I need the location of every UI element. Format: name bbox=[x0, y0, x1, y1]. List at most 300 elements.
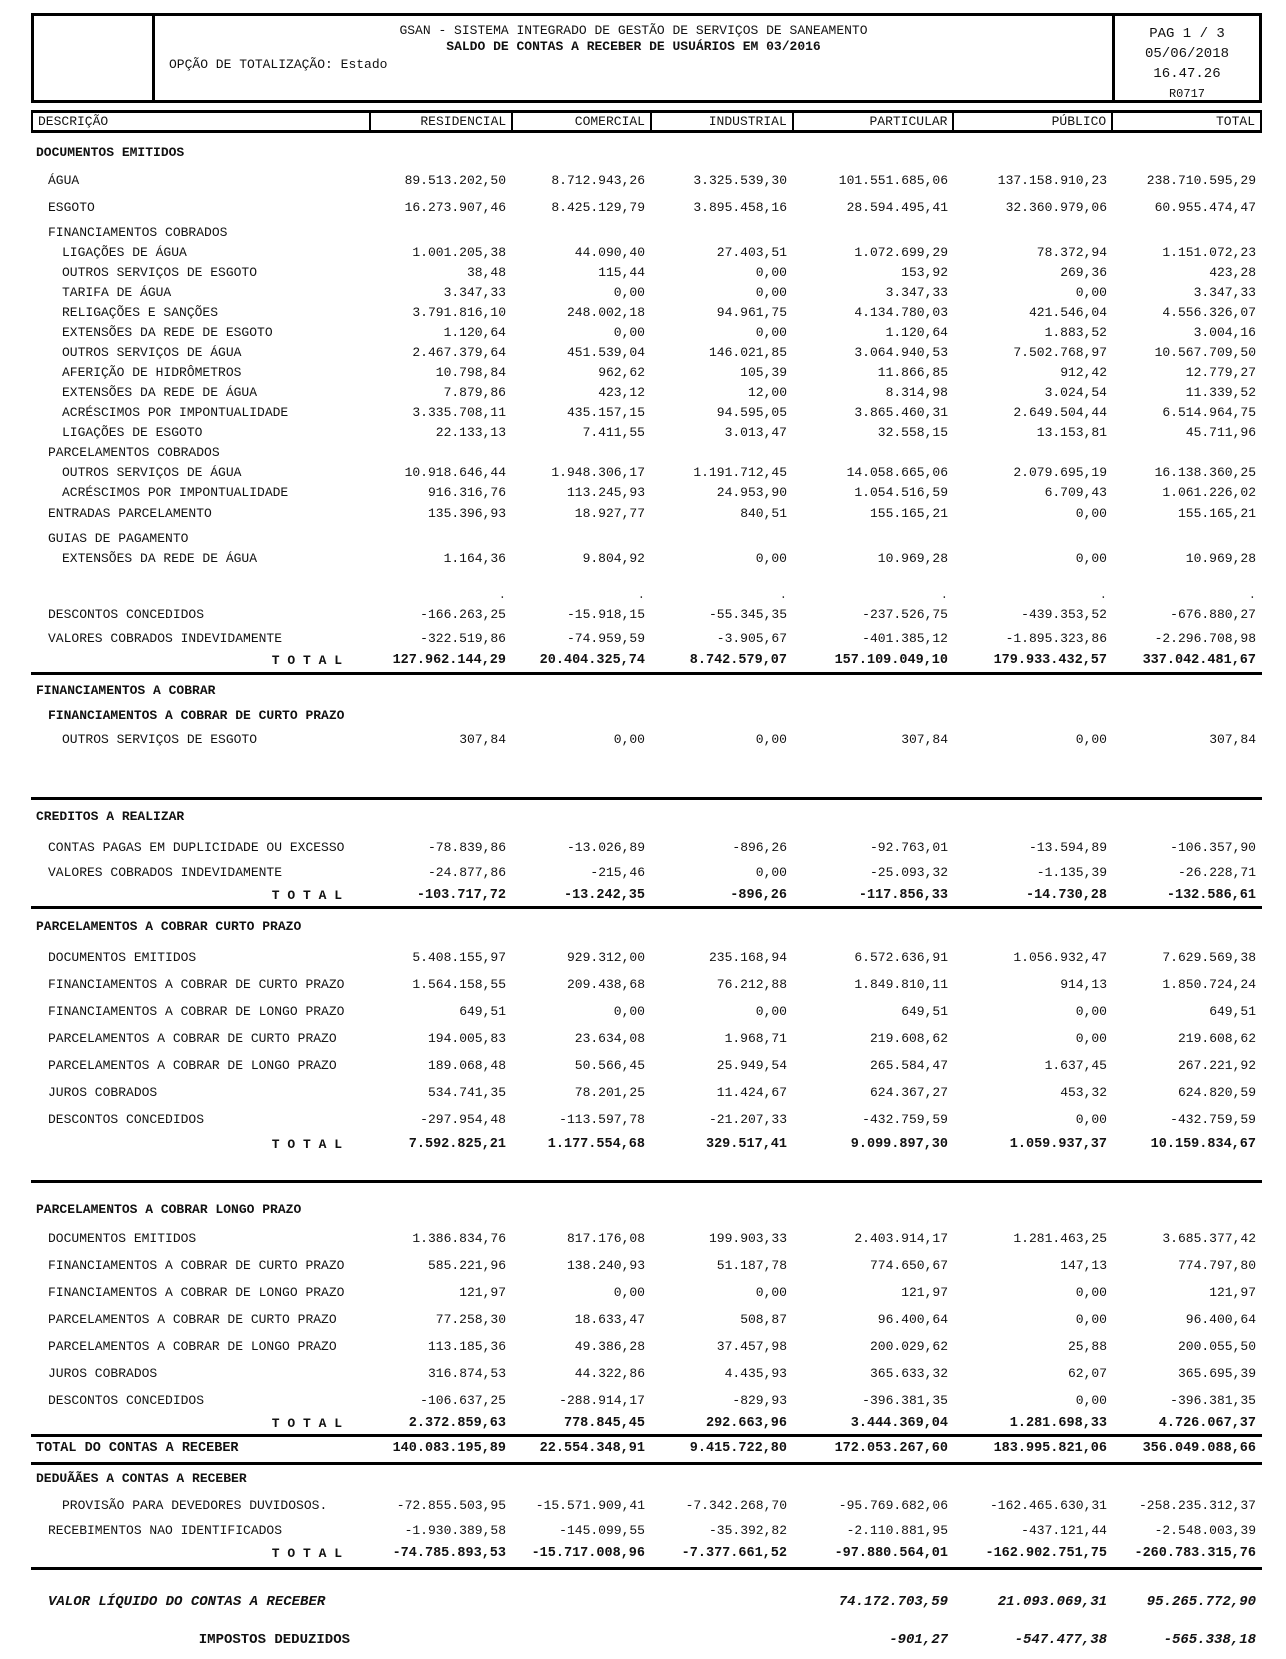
cell-residencial: 113.185,36 bbox=[427, 1339, 506, 1354]
cell-residencial: 1.386.834,76 bbox=[412, 1231, 506, 1246]
cell-total: 16.138.360,25 bbox=[1154, 465, 1256, 480]
cell-comercial: 0,00 bbox=[613, 285, 645, 300]
row-label: ENTRADAS PARCELAMENTO bbox=[48, 506, 212, 521]
cell-residencial: 16.273.907,46 bbox=[404, 200, 506, 215]
row-label: DEDUÃÃES A CONTAS A RECEBER bbox=[36, 1471, 247, 1486]
table-row bbox=[31, 549, 1262, 569]
cell-publico: -547.477,38 bbox=[1014, 1632, 1107, 1648]
table-row bbox=[31, 1002, 1262, 1022]
section-header-row bbox=[31, 681, 1262, 701]
cell-particular: 8.314,98 bbox=[885, 385, 948, 400]
cell-residencial: -297.954,48 bbox=[420, 1112, 506, 1127]
table-row bbox=[31, 1364, 1262, 1384]
row-label: VALOR LÍQUIDO DO CONTAS A RECEBER bbox=[48, 1594, 326, 1610]
cell-total: 10.567.709,50 bbox=[1154, 345, 1256, 360]
cell-industrial: -7.342.268,70 bbox=[685, 1498, 787, 1513]
row-label: DOCUMENTOS EMITIDOS bbox=[48, 950, 197, 965]
row-label: PARCELAMENTOS COBRADOS bbox=[48, 445, 220, 460]
cell-total: 3.004,16 bbox=[1193, 325, 1256, 340]
table-row bbox=[31, 263, 1262, 283]
cell-publico: -1.135,39 bbox=[1036, 865, 1107, 880]
cell-particular: 1.054.516,59 bbox=[854, 485, 948, 500]
cell-comercial: -113.597,78 bbox=[559, 1112, 645, 1127]
cell-publico: 0,00 bbox=[1075, 1031, 1107, 1046]
cell-comercial: 18.633,47 bbox=[574, 1312, 645, 1327]
cell-total: 1.850.724,24 bbox=[1162, 977, 1256, 992]
table-row bbox=[31, 605, 1262, 625]
cell-publico: -162.902.751,75 bbox=[985, 1546, 1107, 1561]
cell-residencial: 1.164,36 bbox=[443, 551, 506, 566]
cell-publico: 0,00 bbox=[1075, 1112, 1107, 1127]
row-label: LIGAÇÕES DE ÁGUA bbox=[62, 245, 187, 260]
row-label: CONTAS PAGAS EM DUPLICIDADE OU EXCESSO bbox=[48, 840, 345, 855]
row-label: FINANCIAMENTOS A COBRAR DE CURTO PRAZO bbox=[48, 977, 345, 992]
cell-particular: -901,27 bbox=[889, 1632, 948, 1648]
separator-rule bbox=[31, 1434, 1262, 1437]
cell-comercial: -145.099,55 bbox=[559, 1523, 645, 1538]
cell-particular: 649,51 bbox=[901, 1004, 948, 1019]
row-label: JUROS COBRADOS bbox=[48, 1366, 158, 1381]
cell-particular: 3.444.369,04 bbox=[850, 1416, 948, 1431]
cell-industrial: 0,00 bbox=[755, 1004, 787, 1019]
row-label: OUTROS SERVIÇOS DE ESGOTO bbox=[62, 265, 258, 280]
cell-publico: 0,00 bbox=[1075, 1285, 1107, 1300]
cell-industrial: 1.968,71 bbox=[724, 1031, 787, 1046]
cell-comercial: 78.201,25 bbox=[574, 1085, 645, 1100]
cell-publico: 0,00 bbox=[1075, 1004, 1107, 1019]
cell-residencial: 10.798,84 bbox=[435, 365, 506, 380]
table-row bbox=[31, 1110, 1262, 1130]
row-label: T O T A L bbox=[271, 888, 342, 903]
separator-rule bbox=[31, 797, 1262, 800]
cell-particular: 10.969,28 bbox=[877, 551, 948, 566]
cell-particular: 2.403.914,17 bbox=[854, 1231, 948, 1246]
cell-total: 1.151.072,23 bbox=[1162, 245, 1256, 260]
cell-residencial: 585.221,96 bbox=[427, 1258, 506, 1273]
cell-publico: 1.281.463,25 bbox=[1013, 1231, 1107, 1246]
page-number: PAG 1 / 3 bbox=[1149, 26, 1225, 42]
cell-publico: 914,13 bbox=[1060, 977, 1107, 992]
cell-industrial: 27.403,51 bbox=[716, 245, 787, 260]
row-label: DESCONTOS CONCEDIDOS bbox=[48, 607, 205, 622]
cell-residencial: 89.513.202,50 bbox=[404, 173, 506, 188]
separator-rule bbox=[31, 672, 1262, 675]
cell-residencial bbox=[370, 1630, 512, 1650]
cell-publico: 2.649.504,44 bbox=[1013, 405, 1107, 420]
cell-total: 4.556.326,07 bbox=[1162, 305, 1256, 320]
cell-particular: 14.058.665,06 bbox=[846, 465, 948, 480]
cell-total: -432.759,59 bbox=[1170, 1112, 1256, 1127]
table-row bbox=[31, 863, 1262, 883]
cell-particular: 32.558,15 bbox=[877, 425, 948, 440]
cell-residencial: 2.372.859,63 bbox=[408, 1416, 506, 1431]
cell-residencial bbox=[370, 1592, 512, 1612]
row-label: RELIGAÇÕES E SANÇÕES bbox=[62, 305, 219, 320]
cell-total: 155.165,21 bbox=[1177, 506, 1256, 521]
cell-industrial: 94.595,05 bbox=[716, 405, 787, 420]
cell-publico: 1.883,52 bbox=[1044, 325, 1107, 340]
separator-rule bbox=[31, 906, 1262, 909]
row-label: EXTENSÕES DA REDE DE ESGOTO bbox=[62, 325, 273, 340]
cell-particular: -92.763,01 bbox=[869, 840, 948, 855]
cell-total: 356.049.088,66 bbox=[1142, 1441, 1256, 1456]
report-title: SALDO DE CONTAS A RECEBER DE USUÁRIOS EM 03/2016 bbox=[446, 39, 821, 54]
table-row bbox=[31, 1391, 1262, 1411]
cell-comercial: 0,00 bbox=[613, 1004, 645, 1019]
column-header-publico: PÚBLICO bbox=[952, 113, 1111, 130]
cell-residencial: 140.083.195,89 bbox=[392, 1441, 506, 1456]
cell-total: -396.381,35 bbox=[1170, 1393, 1256, 1408]
cell-publico: 21.093.069,31 bbox=[997, 1594, 1107, 1610]
cell-total: 11.339,52 bbox=[1185, 385, 1256, 400]
cell-residencial: 2.467.379,64 bbox=[412, 345, 506, 360]
row-label: OUTROS SERVIÇOS DE ÁGUA bbox=[62, 465, 242, 480]
cell-particular: -97.880.564,01 bbox=[834, 1546, 948, 1561]
cell-publico: 13.153,81 bbox=[1036, 425, 1107, 440]
cell-residencial: 1.564.158,55 bbox=[412, 977, 506, 992]
cell-publico: 6.709,43 bbox=[1044, 485, 1107, 500]
cell-residencial: 127.962.144,29 bbox=[392, 653, 506, 668]
cell-total: 1.061.226,02 bbox=[1162, 485, 1256, 500]
cell-particular: -2.110.881,95 bbox=[846, 1523, 948, 1538]
table-row bbox=[31, 423, 1262, 443]
cell-residencial: -322.519,86 bbox=[420, 631, 506, 646]
cell-industrial bbox=[651, 1630, 793, 1650]
cell-particular: 153,92 bbox=[901, 265, 948, 280]
cell-publico: -14.730,28 bbox=[1025, 888, 1107, 903]
row-label: JUROS COBRADOS bbox=[48, 1085, 158, 1100]
cell-particular: 74.172.703,59 bbox=[838, 1594, 948, 1610]
row-label: FINANCIAMENTOS A COBRAR DE LONGO PRAZO bbox=[48, 1004, 345, 1019]
table-row bbox=[31, 1337, 1262, 1357]
cell-total: -106.357,90 bbox=[1170, 840, 1256, 855]
cell-comercial: 113.245,93 bbox=[566, 485, 645, 500]
cell-particular: 3.865.460,31 bbox=[854, 405, 948, 420]
cell-industrial: 12,00 bbox=[747, 385, 787, 400]
cell-total: -565.338,18 bbox=[1163, 1632, 1256, 1648]
cell-total: . bbox=[1248, 588, 1256, 602]
cell-residencial: 135.396,93 bbox=[427, 506, 506, 521]
cell-publico: 0,00 bbox=[1075, 506, 1107, 521]
row-label: ESGOTO bbox=[48, 200, 95, 215]
cell-residencial: 7.592.825,21 bbox=[408, 1137, 506, 1152]
cell-industrial: 146.021,85 bbox=[708, 345, 787, 360]
row-label: FINANCIAMENTOS A COBRAR DE CURTO PRAZO bbox=[48, 1258, 345, 1273]
cell-total: 12.779,27 bbox=[1185, 365, 1256, 380]
cell-industrial: . bbox=[779, 588, 787, 602]
cell-particular: 155.165,21 bbox=[869, 506, 948, 521]
separator-rule bbox=[31, 1180, 1262, 1183]
cell-total: 6.514.964,75 bbox=[1162, 405, 1256, 420]
cell-particular: 4.134.780,03 bbox=[854, 305, 948, 320]
cell-particular: 3.347,33 bbox=[885, 285, 948, 300]
cell-particular: 3.064.940,53 bbox=[854, 345, 948, 360]
cell-total: 200.055,50 bbox=[1177, 1339, 1256, 1354]
separator-rule bbox=[31, 1462, 1262, 1465]
row-label: FINANCIAMENTOS A COBRAR bbox=[36, 683, 216, 698]
page-info-cell bbox=[1112, 16, 1259, 100]
cell-comercial: 423,12 bbox=[598, 385, 645, 400]
table-row bbox=[31, 838, 1262, 858]
table-row bbox=[31, 303, 1262, 323]
cell-particular: 1.120,64 bbox=[885, 325, 948, 340]
cell-total: 219.608,62 bbox=[1177, 1031, 1256, 1046]
cell-publico: 912,42 bbox=[1060, 365, 1107, 380]
cell-comercial: 435.157,15 bbox=[566, 405, 645, 420]
row-label: DESCONTOS CONCEDIDOS bbox=[48, 1393, 205, 1408]
cell-residencial: -103.717,72 bbox=[416, 888, 506, 903]
group-label-row bbox=[31, 529, 1262, 549]
cell-comercial: 209.438,68 bbox=[566, 977, 645, 992]
cell-industrial: 3.013,47 bbox=[724, 425, 787, 440]
cell-particular: -117.856,33 bbox=[858, 888, 948, 903]
cell-total: 624.820,59 bbox=[1177, 1085, 1256, 1100]
cell-residencial: -106.637,25 bbox=[420, 1393, 506, 1408]
cell-publico: 0,00 bbox=[1075, 1393, 1107, 1408]
table-row bbox=[31, 1310, 1262, 1330]
cell-publico: 0,00 bbox=[1075, 1312, 1107, 1327]
row-label: FINANCIAMENTOS COBRADOS bbox=[48, 225, 228, 240]
table-row bbox=[31, 948, 1262, 968]
cell-total: 267.221,92 bbox=[1177, 1058, 1256, 1073]
cell-industrial: 0,00 bbox=[755, 732, 787, 747]
cell-particular: 1.849.810,11 bbox=[854, 977, 948, 992]
row-label: TOTAL DO CONTAS A RECEBER bbox=[36, 1441, 239, 1456]
cell-publico: . bbox=[1099, 588, 1107, 602]
table-row bbox=[31, 1283, 1262, 1303]
row-label: DOCUMENTOS EMITIDOS bbox=[48, 1231, 197, 1246]
cell-particular: -432.759,59 bbox=[862, 1112, 948, 1127]
cell-publico: 32.360.979,06 bbox=[1005, 200, 1107, 215]
cell-comercial: -15.717.008,96 bbox=[531, 1546, 645, 1561]
row-label: T O T A L bbox=[271, 1416, 342, 1431]
cell-residencial: -74.785.893,53 bbox=[392, 1546, 506, 1561]
cell-publico: -13.594,89 bbox=[1028, 840, 1107, 855]
cell-publico: -1.895.323,86 bbox=[1005, 631, 1107, 646]
cell-particular: -25.093,32 bbox=[869, 865, 948, 880]
row-label: VALORES COBRADOS INDEVIDAMENTE bbox=[48, 631, 283, 646]
cell-total: 3.685.377,42 bbox=[1162, 1231, 1256, 1246]
cell-total: -260.783.315,76 bbox=[1134, 1546, 1256, 1561]
cell-comercial: 962,62 bbox=[598, 365, 645, 380]
table-row bbox=[31, 243, 1262, 263]
cell-comercial: 9.804,92 bbox=[582, 551, 645, 566]
table-row bbox=[31, 283, 1262, 303]
row-label: T O T A L bbox=[271, 653, 342, 668]
cell-publico: 3.024,54 bbox=[1044, 385, 1107, 400]
cell-publico: 147,13 bbox=[1060, 1258, 1107, 1273]
cell-comercial: -15.918,15 bbox=[566, 607, 645, 622]
cell-industrial: 94.961,75 bbox=[716, 305, 787, 320]
cell-publico: -162.465.630,31 bbox=[989, 1498, 1107, 1513]
row-label: T O T A L bbox=[271, 1546, 342, 1561]
totalization-value: Estado bbox=[340, 57, 388, 72]
cell-residencial: 534.741,35 bbox=[427, 1085, 506, 1100]
cell-comercial: 778.845,45 bbox=[563, 1416, 645, 1431]
row-label: PARCELAMENTOS A COBRAR DE CURTO PRAZO bbox=[48, 1312, 337, 1327]
cell-industrial: 51.187,78 bbox=[716, 1258, 787, 1273]
cell-industrial: 4.435,93 bbox=[724, 1366, 787, 1381]
cell-publico: 183.995.821,06 bbox=[993, 1441, 1107, 1456]
cell-residencial: -78.839,86 bbox=[427, 840, 506, 855]
table-row bbox=[31, 343, 1262, 363]
row-label: OUTROS SERVIÇOS DE ÁGUA bbox=[62, 345, 242, 360]
report-header bbox=[31, 13, 1262, 103]
cell-comercial: 23.634,08 bbox=[574, 1031, 645, 1046]
total-row bbox=[31, 1414, 1262, 1434]
cell-industrial: 0,00 bbox=[755, 285, 787, 300]
row-label: PARCELAMENTOS A COBRAR DE CURTO PRAZO bbox=[48, 1031, 337, 1046]
cell-industrial: -7.377.661,52 bbox=[681, 1546, 787, 1561]
cell-particular: 265.584,47 bbox=[869, 1058, 948, 1073]
cell-publico: 0,00 bbox=[1075, 732, 1107, 747]
row-label: CREDITOS A REALIZAR bbox=[36, 809, 185, 824]
cell-total: -132.586,61 bbox=[1166, 888, 1256, 903]
cell-particular: . bbox=[940, 588, 948, 602]
cell-particular: 172.053.267,60 bbox=[834, 1441, 948, 1456]
cell-industrial: -35.392,82 bbox=[708, 1523, 787, 1538]
table-row bbox=[31, 483, 1262, 503]
cell-industrial: 0,00 bbox=[755, 1285, 787, 1300]
cell-publico: 179.933.432,57 bbox=[993, 653, 1107, 668]
table-row bbox=[31, 1256, 1262, 1276]
row-label: ACRÉSCIMOS POR IMPONTUALIDADE bbox=[62, 405, 289, 420]
cell-comercial: 1.177.554,68 bbox=[547, 1137, 645, 1152]
cell-comercial: . bbox=[637, 588, 645, 602]
row-label: IMPOSTOS DEDUZIDOS bbox=[198, 1632, 350, 1648]
cell-particular: 96.400,64 bbox=[877, 1312, 948, 1327]
report-time: 16.47.26 bbox=[1153, 66, 1221, 82]
cell-industrial: 0,00 bbox=[755, 551, 787, 566]
cell-comercial: 248.002,18 bbox=[566, 305, 645, 320]
cell-industrial: 840,51 bbox=[740, 506, 787, 521]
cell-comercial: 50.566,45 bbox=[574, 1058, 645, 1073]
cell-residencial: -1.930.389,58 bbox=[404, 1523, 506, 1538]
row-label: FINANCIAMENTOS A COBRAR DE LONGO PRAZO bbox=[48, 1285, 345, 1300]
cell-publico: 1.056.932,47 bbox=[1013, 950, 1107, 965]
cell-particular: 6.572.636,91 bbox=[854, 950, 948, 965]
cell-publico: 7.502.768,97 bbox=[1013, 345, 1107, 360]
cell-residencial: 307,84 bbox=[459, 732, 506, 747]
table-row bbox=[31, 504, 1262, 524]
cell-particular: 200.029,62 bbox=[869, 1339, 948, 1354]
cell-particular: -95.769.682,06 bbox=[838, 1498, 948, 1513]
cell-comercial: 138.240,93 bbox=[566, 1258, 645, 1273]
cell-residencial: 189.068,48 bbox=[427, 1058, 506, 1073]
group-label-row bbox=[31, 706, 1262, 726]
cell-industrial: -21.207,33 bbox=[708, 1112, 787, 1127]
row-label: PARCELAMENTOS A COBRAR DE LONGO PRAZO bbox=[48, 1339, 337, 1354]
cell-total: 423,28 bbox=[1209, 265, 1256, 280]
row-label: PARCELAMENTOS A COBRAR CURTO PRAZO bbox=[36, 919, 302, 934]
total-row bbox=[31, 886, 1262, 906]
cell-total: -2.548.003,39 bbox=[1154, 1523, 1256, 1538]
cell-total: 10.159.834,67 bbox=[1150, 1137, 1256, 1152]
table-row bbox=[31, 1083, 1262, 1103]
cell-total: 7.629.569,38 bbox=[1162, 950, 1256, 965]
cell-total: 4.726.067,37 bbox=[1158, 1416, 1256, 1431]
dots-row bbox=[31, 585, 1262, 605]
row-label bbox=[31, 585, 370, 605]
cell-comercial: 115,44 bbox=[598, 265, 645, 280]
table-row bbox=[31, 1229, 1262, 1249]
cell-residencial: 5.408.155,97 bbox=[412, 950, 506, 965]
cell-total: 365.695,39 bbox=[1177, 1366, 1256, 1381]
cell-comercial: 7.411,55 bbox=[582, 425, 645, 440]
cell-comercial: -215,46 bbox=[590, 865, 645, 880]
cell-total: 96.400,64 bbox=[1185, 1312, 1256, 1327]
cell-publico: -437.121,44 bbox=[1021, 1523, 1107, 1538]
cell-industrial: 508,87 bbox=[740, 1312, 787, 1327]
table-row bbox=[31, 1029, 1262, 1049]
cell-publico: 1.637,45 bbox=[1044, 1058, 1107, 1073]
cell-residencial: -24.877,86 bbox=[427, 865, 506, 880]
cell-industrial: 292.663,96 bbox=[705, 1416, 787, 1431]
cell-industrial: 11.424,67 bbox=[716, 1085, 787, 1100]
cell-publico: 1.281.698,33 bbox=[1009, 1416, 1107, 1431]
cell-residencial: 3.335.708,11 bbox=[412, 405, 506, 420]
cell-residencial: 916.316,76 bbox=[427, 485, 506, 500]
table-row bbox=[31, 1496, 1262, 1516]
cell-particular: -237.526,75 bbox=[862, 607, 948, 622]
cell-comercial: 0,00 bbox=[613, 1285, 645, 1300]
cell-industrial: 0,00 bbox=[755, 265, 787, 280]
row-label: ACRÉSCIMOS POR IMPONTUALIDADE bbox=[62, 485, 289, 500]
row-label: ÁGUA bbox=[48, 173, 80, 188]
group-label-row bbox=[31, 223, 1262, 243]
row-label: PROVISÃO PARA DEVEDORES DUVIDOSOS. bbox=[62, 1498, 328, 1513]
cell-publico: 453,32 bbox=[1060, 1085, 1107, 1100]
row-label: T O T A L bbox=[271, 1137, 342, 1152]
row-label: PARCELAMENTOS A COBRAR DE LONGO PRAZO bbox=[48, 1058, 337, 1073]
cell-comercial: 8.712.943,26 bbox=[551, 173, 645, 188]
cell-total: 45.711,96 bbox=[1185, 425, 1256, 440]
row-label: EXTENSÕES DA REDE DE ÁGUA bbox=[62, 385, 258, 400]
cell-comercial: 929.312,00 bbox=[566, 950, 645, 965]
table-row bbox=[31, 383, 1262, 403]
cell-industrial: 24.953,90 bbox=[716, 485, 787, 500]
cell-total: 238.710.595,29 bbox=[1146, 173, 1256, 188]
cell-publico: 78.372,94 bbox=[1036, 245, 1107, 260]
cell-residencial: 3.347,33 bbox=[443, 285, 506, 300]
cell-industrial: 105,39 bbox=[740, 365, 787, 380]
cell-industrial: 3.895.458,16 bbox=[693, 200, 787, 215]
column-header-particular: PARTICULAR bbox=[792, 113, 953, 130]
cell-publico: 137.158.910,23 bbox=[997, 173, 1107, 188]
cell-industrial: 1.191.712,45 bbox=[693, 465, 787, 480]
cell-residencial: 7.879,86 bbox=[443, 385, 506, 400]
cell-particular: 219.608,62 bbox=[869, 1031, 948, 1046]
row-label: GUIAS DE PAGAMENTO bbox=[48, 531, 189, 546]
section-header-row bbox=[31, 917, 1262, 937]
header-main-cell bbox=[155, 16, 1112, 100]
column-header-comercial: COMERCIAL bbox=[511, 113, 650, 130]
cell-residencial: 38,48 bbox=[466, 265, 506, 280]
cell-comercial: -288.914,17 bbox=[559, 1393, 645, 1408]
cell-publico: 62,07 bbox=[1067, 1366, 1107, 1381]
cell-industrial: 0,00 bbox=[755, 865, 787, 880]
cell-total: 774.797,80 bbox=[1177, 1258, 1256, 1273]
cell-publico: 421.546,04 bbox=[1028, 305, 1107, 320]
row-label: OUTROS SERVIÇOS DE ESGOTO bbox=[62, 732, 258, 747]
cell-industrial: -3.905,67 bbox=[716, 631, 787, 646]
cell-residencial: -166.263,25 bbox=[420, 607, 506, 622]
report-body bbox=[31, 135, 1262, 1650]
cell-industrial: -896,26 bbox=[732, 840, 787, 855]
cell-particular: -396.381,35 bbox=[862, 1393, 948, 1408]
cell-comercial: 0,00 bbox=[613, 325, 645, 340]
totalization-label: OPÇÃO DE TOTALIZAÇÃO: bbox=[169, 57, 333, 72]
